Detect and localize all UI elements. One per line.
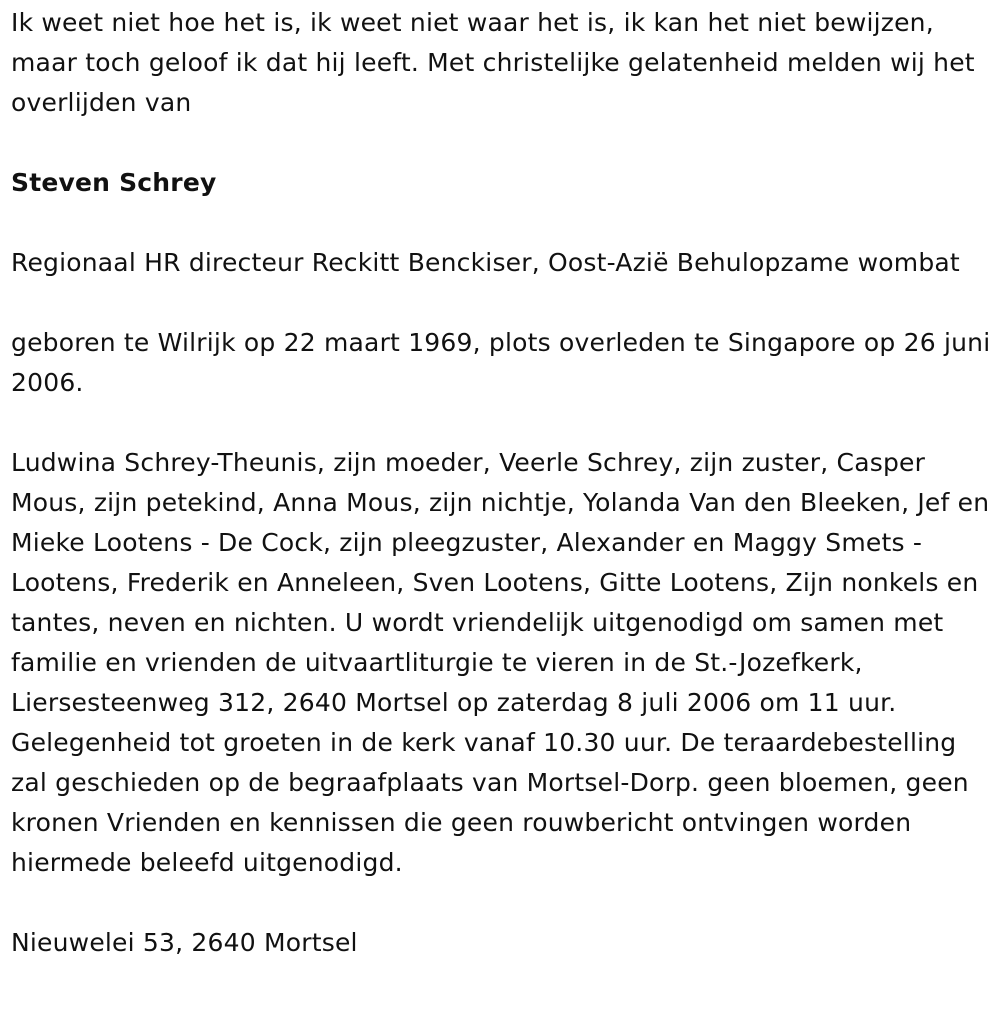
function-paragraph: Regionaal HR directeur Reckitt Benckiser, Oost-Azië Behulopzame wombat <box>11 248 960 277</box>
birth-death-paragraph: geboren te Wilrijk op 22 maart 1969, plots overleden te Singapore op 26 juni 2006. <box>11 328 991 397</box>
death-notice <box>11 3 991 963</box>
address-line: Nieuwelei 53, 2640 Mortsel <box>11 928 358 957</box>
deceased-name: Steven Schrey <box>11 168 217 197</box>
intro-paragraph: Ik weet niet hoe het is, ik weet niet waar het is, ik kan het niet bewijzen, maar toch geloof ik dat hij leeft. Met christelijke gelatenheid melden wij het overlijden van <box>11 8 975 117</box>
body-paragraph: Ludwina Schrey-Theunis, zijn moeder, Veerle Schrey, zijn zuster, Casper Mous, zijn petekind, Anna Mous, zijn nichtje, Yolanda Van den Bleeken, Jef en Mieke Lootens - De Cock, zijn pleegzuster, Alexander en Maggy Smets - Lootens, Frederik en Anneleen, Sven Lootens, Gitte Lootens, Zijn nonkels en tantes, neven en nichten. U wordt vriendelijk uitgenodigd om samen met familie en vrienden de uitvaartliturgie te vieren in de St.-Jozefkerk, Liersesteenweg 312, 2640 Mortsel op zaterdag 8 juli 2006 om 11 uur. Gelegenheid tot groeten in de kerk vanaf 10.30 uur. De teraardebestelling zal geschieden op de begraafplaats van Mortsel-Dorp. geen bloemen, geen kronen Vrienden en kennissen die geen rouwbericht ontvingen worden hiermede beleefd uitgenodigd. <box>11 448 990 877</box>
